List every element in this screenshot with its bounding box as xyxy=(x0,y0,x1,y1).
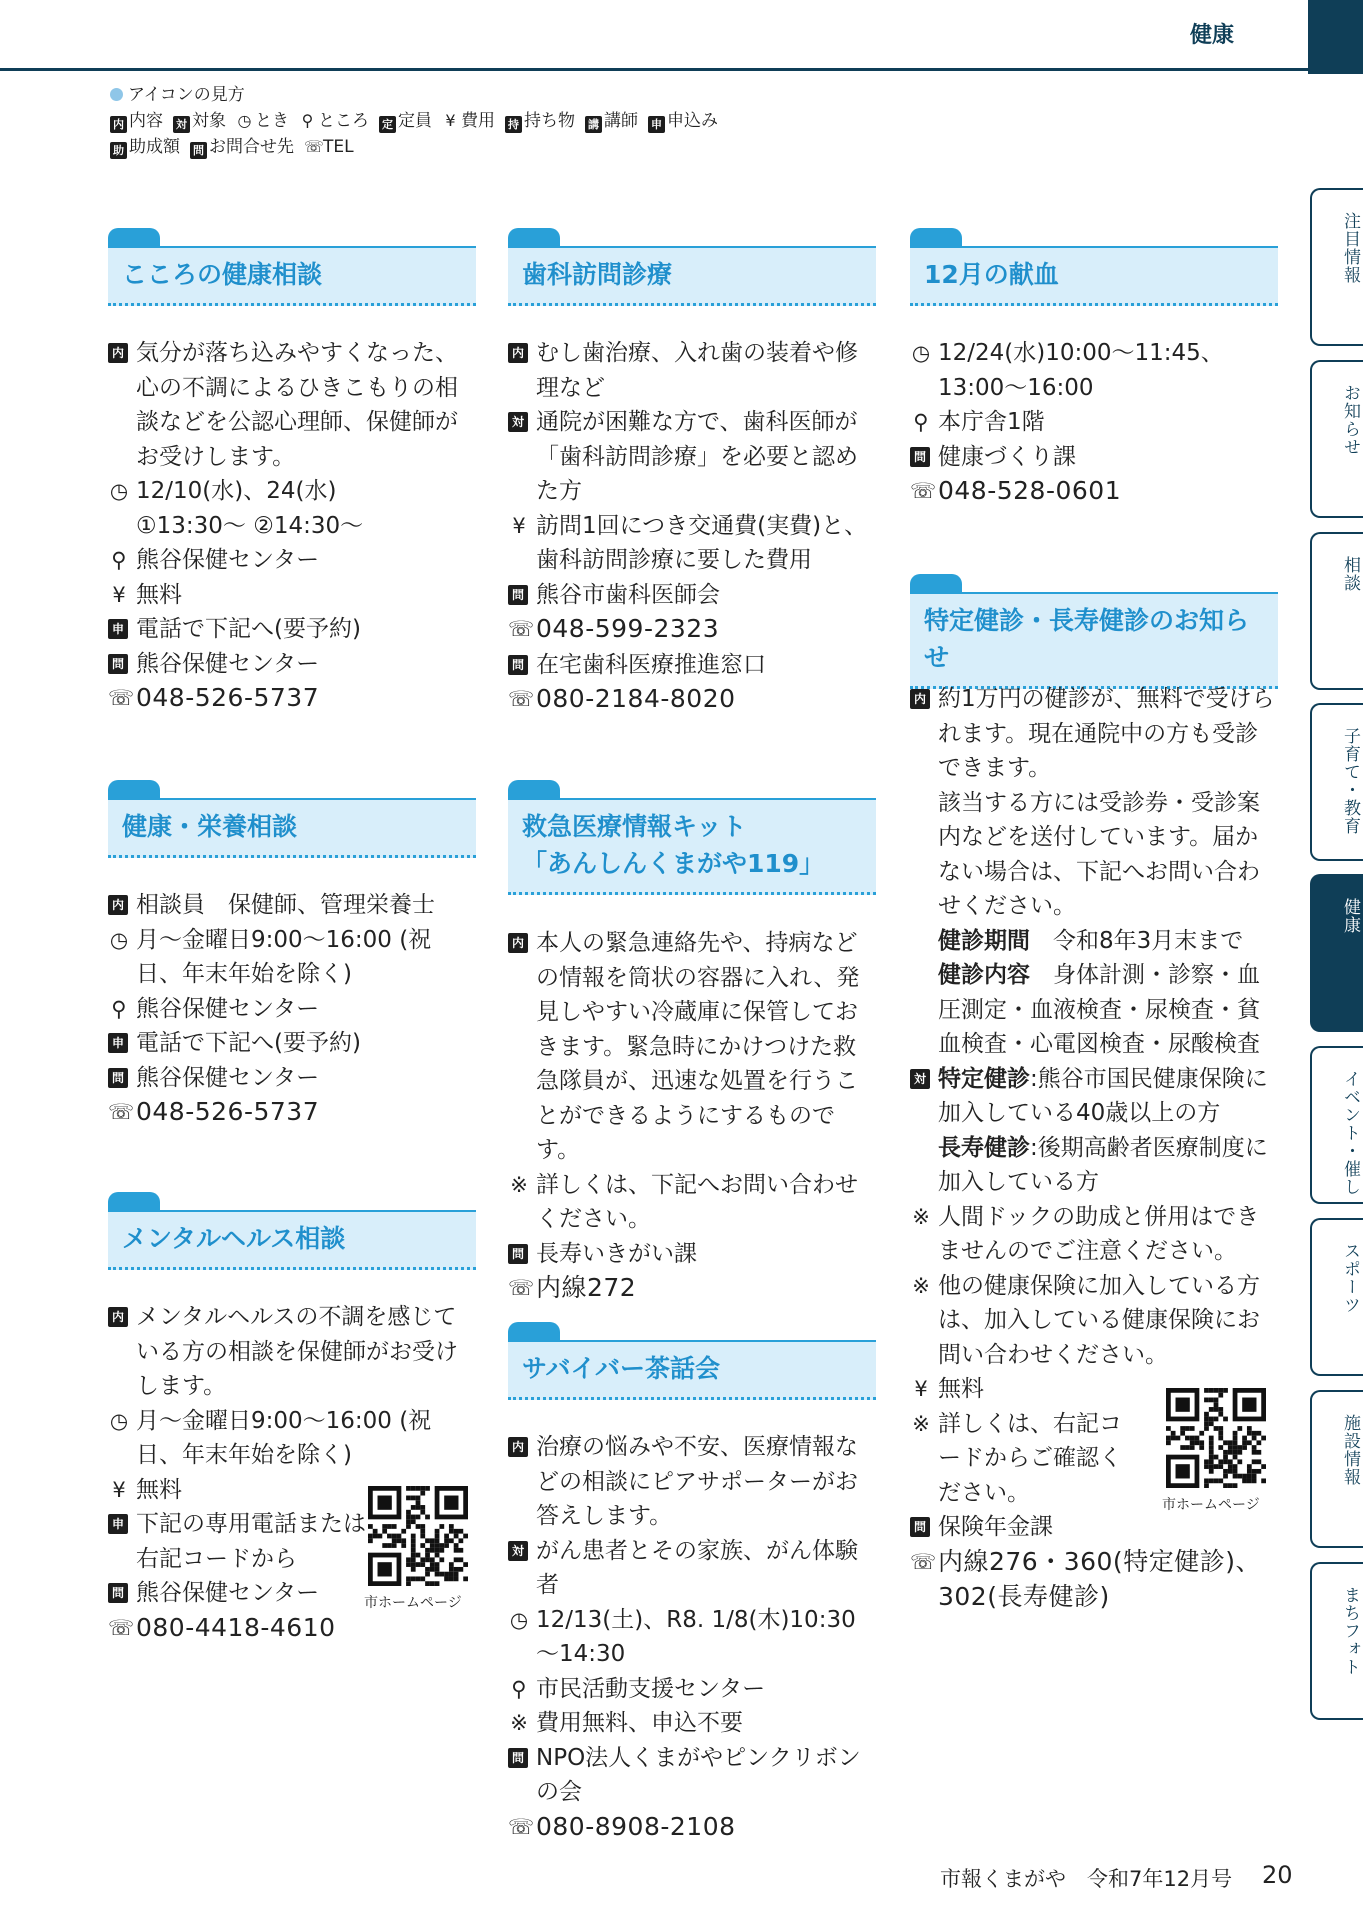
row-text: 電話で下記へ(要予約) xyxy=(136,616,361,642)
row-text: 無料 xyxy=(938,1376,984,1402)
section-items xyxy=(108,336,476,717)
label-icon: 対 xyxy=(508,1541,528,1561)
info-row xyxy=(108,992,476,1027)
info-row xyxy=(108,1300,476,1404)
info-row xyxy=(108,1026,476,1061)
row-text: 月〜金曜日9:00〜16:00 (祝日、年末年始を除く) xyxy=(136,926,432,987)
bullet-icon xyxy=(110,88,123,101)
row-text: 熊谷保健センター xyxy=(136,1064,320,1091)
label-icon: 内 xyxy=(508,1437,528,1457)
info-row xyxy=(910,474,1278,510)
legend-item xyxy=(173,108,226,134)
info-row xyxy=(108,888,476,923)
row-text: 費用無料、申込不要 xyxy=(536,1710,743,1736)
info-row xyxy=(508,1237,876,1272)
tab-label: 注目情報 xyxy=(1340,212,1360,284)
info-row xyxy=(910,682,1278,786)
legend-label: 費用 xyxy=(461,111,495,131)
section-items xyxy=(108,888,476,1131)
legend-label: 持ち物 xyxy=(524,111,575,131)
legend-item xyxy=(190,134,294,160)
legend-label: TEL xyxy=(323,137,354,157)
section-title: 健康・栄養相談 xyxy=(122,812,298,841)
label-icon: 問 xyxy=(910,1517,930,1537)
row-text: NPO法人くまがやピンクリボンの会 xyxy=(536,1744,861,1805)
row-text: 048-599-2323 xyxy=(536,614,720,643)
info-row xyxy=(508,405,876,509)
label-icon: 問 xyxy=(508,1748,528,1768)
legend-label: とき xyxy=(255,111,289,131)
info-row xyxy=(910,924,1278,959)
info-row xyxy=(910,1062,1278,1131)
qr-code[interactable] xyxy=(1166,1388,1266,1488)
tab-label: まちフォト xyxy=(1340,1586,1360,1676)
label-icon: 問 xyxy=(108,1068,128,1088)
info-row xyxy=(910,786,1278,924)
symbol-icon: ☏ xyxy=(508,1814,535,1839)
footer-text: 市報くまがや 令和7年12月号 xyxy=(940,1867,1233,1891)
info-row xyxy=(910,336,1278,405)
section-title-box xyxy=(508,1340,876,1400)
symbol-icon: ⚲ xyxy=(111,996,127,1021)
row-text: 市民活動支援センター xyxy=(536,1675,766,1702)
legend-item xyxy=(585,108,638,134)
symbol-icon: ◷ xyxy=(911,341,931,365)
symbol-icon: ※ xyxy=(510,1172,528,1197)
symbol-icon: ¥ xyxy=(112,1477,126,1502)
qr-caption: 市ホームページ xyxy=(1162,1497,1260,1513)
row-text: 熊谷保健センター xyxy=(136,650,320,677)
legend-label: 対象 xyxy=(192,111,226,131)
legend-item xyxy=(442,108,495,134)
label-icon: 問 xyxy=(108,654,128,674)
symbol-icon: ☏ xyxy=(508,617,535,641)
tab-label: 施設情報 xyxy=(1340,1414,1360,1486)
tab-1[interactable] xyxy=(1310,360,1363,518)
row-text: 月〜金曜日9:00〜16:00 (祝日、年末年始を除く) xyxy=(136,1407,432,1468)
info-row xyxy=(108,336,476,474)
row-text: 本人の緊急連絡先や、持病などの情報を筒状の容器に入れ、発見しやすい冷蔵庫に保管しておきます。緊急時にかけつけた救急隊員が、迅速な処置を行うことができるようにするものです。 xyxy=(536,930,860,1163)
section-title-box xyxy=(910,592,1278,689)
info-row xyxy=(508,1603,876,1672)
row-text: がん患者とその家族、がん体験者 xyxy=(536,1537,858,1598)
row-text: 内線272 xyxy=(536,1273,637,1302)
row-text: 身体計測・診察・血圧測定・血液検査・尿検査・貧血検査・心電図検査・尿酸検査 xyxy=(938,962,1260,1057)
info-row xyxy=(108,1061,476,1096)
symbol-icon: ◷ xyxy=(509,1607,529,1632)
row-text: 令和8年3月末まで xyxy=(1030,927,1244,954)
legend-label: 定員 xyxy=(398,111,432,131)
legend-symbol-TEL: ☏ xyxy=(304,137,325,156)
legend-item xyxy=(648,108,718,134)
legend-label: お問合せ先 xyxy=(209,137,294,157)
qr-caption: 市ホームページ xyxy=(364,1595,462,1611)
info-row xyxy=(508,336,876,405)
info-row xyxy=(508,1271,876,1307)
row-text: 相談員 保健師、管理栄養士 xyxy=(136,892,435,918)
section-title-box xyxy=(508,798,876,895)
info-row xyxy=(508,1706,876,1741)
label-icon: 問 xyxy=(910,447,930,467)
row-text: 080-4418-4610 xyxy=(136,1612,336,1642)
section-title: 12月の献血 xyxy=(924,260,1059,289)
legend-icon-申込み: 申 xyxy=(648,116,665,133)
row-text: 無料 xyxy=(136,581,182,608)
info-row xyxy=(108,612,476,647)
info-row xyxy=(108,1507,366,1576)
info-row xyxy=(910,405,1278,440)
tab-label: 相談 xyxy=(1340,556,1360,592)
section-title: 歯科訪問診療 xyxy=(522,260,673,289)
row-text: 本庁舎1階 xyxy=(938,409,1045,435)
row-text: 在宅歯科医療推進窓口 xyxy=(536,651,766,678)
legend-item xyxy=(505,108,575,134)
symbol-icon: ⚲ xyxy=(511,1676,527,1701)
legend-label: 内容 xyxy=(129,111,163,131)
label-icon: 対 xyxy=(910,1069,930,1089)
info-row xyxy=(910,440,1278,475)
icon-legend xyxy=(110,82,728,160)
legend-icon-助成額: 助 xyxy=(110,142,127,159)
label-icon: 問 xyxy=(508,1244,528,1264)
legend-label: ところ xyxy=(318,111,369,131)
legend-label: 助成額 xyxy=(129,137,180,157)
row-text: 12/10(水)、24(水) xyxy=(136,478,337,504)
info-row xyxy=(108,1404,476,1473)
info-row xyxy=(910,1510,1278,1545)
header-rule xyxy=(0,68,1363,71)
row-text: 内線276・360(特定健診)、302(長寿健診) xyxy=(938,1546,1261,1611)
row-text: 12/24(水)10:00〜11:45、13:00〜16:00 xyxy=(938,340,1224,401)
legend-symbol-費用: ¥ xyxy=(445,111,456,130)
label-icon: 内 xyxy=(508,933,528,953)
row-text: 熊谷市歯科医師会 xyxy=(536,581,720,608)
symbol-icon: ※ xyxy=(912,1411,930,1436)
label-icon: 対 xyxy=(508,412,528,432)
info-row xyxy=(108,578,476,613)
tab-3[interactable] xyxy=(1310,703,1363,861)
section-title-box xyxy=(910,246,1278,306)
label-icon: 内 xyxy=(108,1307,128,1327)
symbol-icon: ◷ xyxy=(109,927,129,952)
info-row xyxy=(108,543,476,578)
section-title: サバイバー茶話会 xyxy=(522,1354,721,1383)
page-category: 健康 xyxy=(1190,23,1235,48)
section-title: 救急医療情報キット xyxy=(522,812,747,841)
legend-icon-持ち物: 持 xyxy=(505,116,522,133)
row-text: むし歯治療、入れ歯の装着や修理など xyxy=(536,340,858,401)
row-text: 人間ドックの助成と併用はできませんのでご注意ください。 xyxy=(938,1203,1260,1264)
row-text: ①13:30〜 ②14:30〜 xyxy=(136,512,364,539)
legend-item xyxy=(110,134,180,160)
info-row xyxy=(508,648,876,683)
tab-5[interactable] xyxy=(1310,1046,1363,1204)
info-row xyxy=(108,1611,476,1647)
label-icon: 内 xyxy=(508,343,528,363)
symbol-icon: ◷ xyxy=(109,479,129,503)
section-title-box xyxy=(508,246,876,306)
info-row xyxy=(508,1430,876,1534)
info-row xyxy=(508,1672,876,1707)
info-row xyxy=(910,1131,1278,1200)
row-text: :後期高齢者医療制度に加入している方 xyxy=(938,1134,1268,1195)
row-text: 通院が困難な方で、歯科医師が「歯科訪問診療」を必要と認めた方 xyxy=(536,409,858,504)
row-text: 治療の悩みや不安、医療情報などの相談にピアサポーターがお答えします。 xyxy=(536,1434,858,1529)
section-title: こころの健康相談 xyxy=(122,260,323,289)
section-items xyxy=(508,926,876,1307)
symbol-icon: ※ xyxy=(912,1204,930,1229)
row-text: 約1万円の健診が、無料で受けられます。現在通院中の方も受診できます。 xyxy=(938,686,1275,781)
row-text: 12/13(土)、R8. 1/8(木)10:30 〜14:30 xyxy=(536,1606,856,1667)
info-row xyxy=(508,1810,876,1846)
row-text: 詳しくは、右記コードからご確認ください。 xyxy=(938,1410,1122,1506)
info-row xyxy=(108,509,476,544)
row-text: 048-528-0601 xyxy=(938,476,1122,505)
section-items xyxy=(508,1430,876,1845)
symbol-icon: ☏ xyxy=(508,687,535,711)
info-row xyxy=(910,1269,1278,1373)
info-row xyxy=(508,578,876,613)
row-text: 他の健康保険に加入している方は、加入している健康保険にお問い合わせください。 xyxy=(938,1272,1260,1368)
qr-code[interactable] xyxy=(368,1486,468,1586)
legend-item xyxy=(236,108,289,134)
tab-label: スポーツ xyxy=(1340,1242,1360,1314)
legend-icon-内容: 内 xyxy=(110,116,127,133)
row-text: 詳しくは、下記へお問い合わせください。 xyxy=(536,1171,858,1232)
symbol-icon: ¥ xyxy=(112,582,126,607)
row-text: 熊谷保健センター xyxy=(136,995,320,1022)
tab-8[interactable] xyxy=(1310,1562,1363,1720)
info-row xyxy=(508,509,876,578)
section-items xyxy=(508,336,876,718)
tab-4[interactable] xyxy=(1310,874,1363,1032)
row-heading: 長寿健診 xyxy=(938,1134,1030,1161)
symbol-icon: ⚲ xyxy=(111,548,127,572)
tab-6[interactable] xyxy=(1310,1218,1363,1376)
legend-symbol-とき: ◷ xyxy=(237,111,252,130)
symbol-icon: ¥ xyxy=(512,513,526,538)
info-row xyxy=(508,1168,876,1237)
row-text: 無料 xyxy=(136,1476,182,1503)
row-text: メンタルヘルスの不調を感じている方の相談を保健師がお受けします。 xyxy=(136,1304,458,1399)
label-icon: 問 xyxy=(508,655,528,675)
section-title: メンタルヘルス相談 xyxy=(122,1224,346,1253)
tab-7[interactable] xyxy=(1310,1390,1363,1548)
row-text: 電話で下記へ(要予約) xyxy=(136,1030,361,1056)
section-title: 特定健診・長寿健診のお知らせ xyxy=(924,606,1250,672)
row-heading: 健診内容 xyxy=(938,962,1030,988)
legend-icon-対象: 対 xyxy=(173,116,190,133)
label-icon: 問 xyxy=(108,1583,128,1603)
info-row xyxy=(508,612,876,648)
row-text: 080-8908-2108 xyxy=(536,1811,736,1841)
symbol-icon: ¥ xyxy=(914,1377,928,1401)
row-text: 気分が落ち込みやすくなった、心の不調によるひきこもりの相談などを公認心理師、保健師がお受けします。 xyxy=(136,340,458,470)
label-icon: 内 xyxy=(108,895,128,915)
symbol-icon: ※ xyxy=(912,1273,930,1298)
legend-label: 申込み xyxy=(667,111,718,131)
label-icon: 申 xyxy=(108,1033,128,1053)
tab-label: 健康 xyxy=(1340,898,1360,934)
symbol-icon: ◷ xyxy=(109,1408,129,1433)
page-number: 20 xyxy=(1262,1861,1293,1889)
symbol-icon: ⚲ xyxy=(913,410,929,434)
info-row xyxy=(910,1200,1278,1269)
row-text: 該当する方には受診券・受診案内などを送付しています。届かない場合は、下記へお問い合わせください。 xyxy=(938,789,1260,919)
row-text: :熊谷市国民健康保険に加入している40歳以上の方 xyxy=(938,1065,1268,1126)
info-row xyxy=(910,958,1278,1062)
row-text: 健康づくり課 xyxy=(938,443,1076,470)
tab-label: イベント・催し xyxy=(1340,1070,1360,1196)
legend-item xyxy=(304,134,354,160)
row-text: 048-526-5737 xyxy=(136,1097,320,1126)
section-title-box xyxy=(108,798,476,858)
row-text: 048-526-5737 xyxy=(136,683,320,712)
symbol-icon: ☏ xyxy=(108,686,135,710)
label-icon: 申 xyxy=(108,619,128,639)
legend-title: アイコンの見方 xyxy=(128,85,245,105)
symbol-icon: ☏ xyxy=(108,1100,135,1124)
label-icon: 内 xyxy=(910,689,930,709)
symbol-icon: ☏ xyxy=(910,479,937,503)
info-row xyxy=(508,1741,876,1810)
label-icon: 内 xyxy=(108,343,128,363)
section-subtitle: 「あんしんくまがや119」 xyxy=(522,849,825,878)
tab-label: 子育て・教育 xyxy=(1340,727,1360,835)
tab-label: お知らせ xyxy=(1340,384,1360,456)
info-row xyxy=(108,1095,476,1131)
legend-item xyxy=(299,108,369,134)
symbol-icon: ☏ xyxy=(108,1615,135,1640)
row-text: 080-2184-8020 xyxy=(536,684,736,713)
legend-item xyxy=(110,108,163,134)
tab-2[interactable] xyxy=(1310,532,1363,690)
header-tab-marker xyxy=(1308,0,1363,74)
row-text: 下記の専用電話または右記コードから xyxy=(136,1511,366,1572)
legend-label: 講師 xyxy=(604,111,638,131)
info-row xyxy=(508,926,876,1168)
legend-icon-定員: 定 xyxy=(379,116,396,133)
section-items xyxy=(910,336,1278,510)
info-row xyxy=(508,682,876,718)
legend-icon-お問合せ先: 問 xyxy=(190,142,207,159)
info-row xyxy=(108,474,476,509)
row-text: 長寿いきがい課 xyxy=(536,1240,697,1267)
info-row xyxy=(108,647,476,682)
info-row xyxy=(108,923,476,992)
row-heading: 特定健診 xyxy=(938,1065,1030,1092)
info-row xyxy=(108,681,476,717)
label-icon: 問 xyxy=(508,585,528,605)
info-row xyxy=(910,1545,1278,1616)
symbol-icon: ☏ xyxy=(508,1276,535,1300)
symbol-icon: ※ xyxy=(510,1711,528,1735)
row-text: 熊谷保健センター xyxy=(136,547,320,573)
section-title-box xyxy=(108,246,476,306)
row-text: 保険年金課 xyxy=(938,1514,1053,1540)
legend-symbol-ところ: ⚲ xyxy=(301,111,314,130)
symbol-icon: ☏ xyxy=(910,1549,937,1574)
legend-item xyxy=(379,108,432,134)
tab-0[interactable] xyxy=(1310,188,1363,346)
info-row xyxy=(910,1407,1138,1511)
row-heading: 健診期間 xyxy=(938,927,1030,954)
section-title-box xyxy=(108,1210,476,1270)
row-text: 熊谷保健センター xyxy=(136,1580,320,1606)
legend-icon-講師: 講 xyxy=(585,116,602,133)
label-icon: 申 xyxy=(108,1514,128,1534)
row-text: 訪問1回につき交通費(実費)と、歯科訪問診療に要した費用 xyxy=(536,512,868,573)
info-row xyxy=(508,1534,876,1603)
